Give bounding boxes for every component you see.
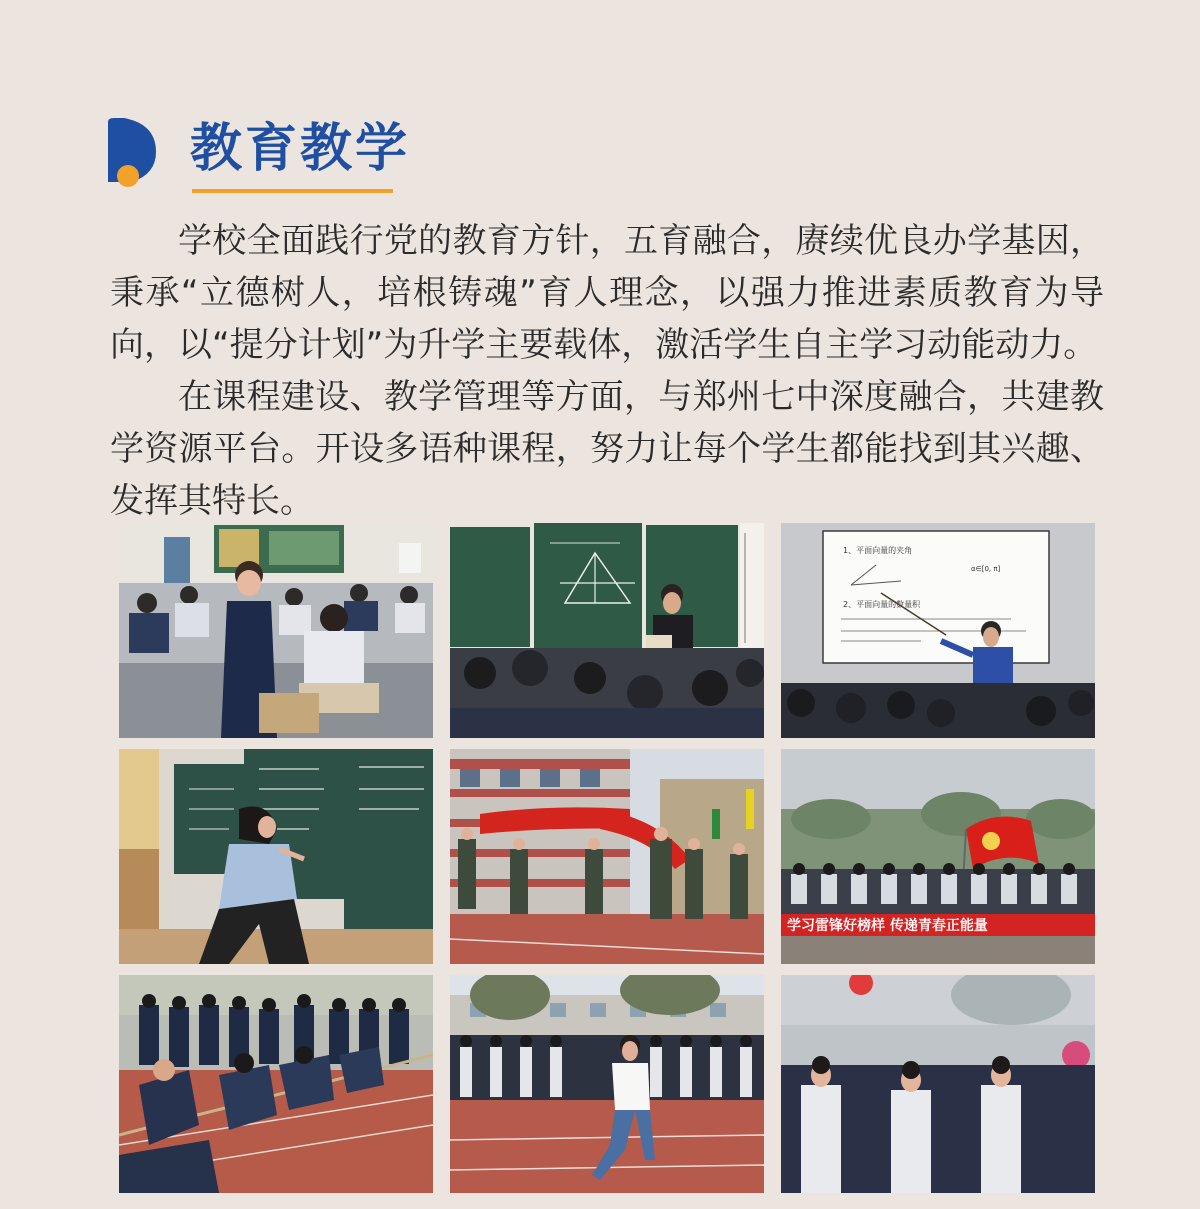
screen-range: α∈[0, π] <box>971 565 1001 573</box>
screen-heading-2: 2、平面向量的数量积 <box>843 600 921 609</box>
paragraph-2: 在课程建设、教学管理等方面，与郑州七中深度融合，共建教学资源平台。开设多语种课程，努力让每个学生都能找到其兴趣、发挥其特长。 <box>110 377 1104 521</box>
photo-league-banner <box>781 749 1095 964</box>
title-underline <box>192 189 393 193</box>
section-logo-icon <box>106 118 162 190</box>
photo-math-blackboard <box>450 523 764 738</box>
photo-student-board <box>119 749 433 964</box>
intro-text <box>110 215 1104 527</box>
photo-gallery <box>119 523 1095 1193</box>
banner-text: 学习雷锋好榜样 传递青春正能量 <box>787 918 988 934</box>
photo-flag-guard <box>450 749 764 964</box>
photo-classroom-teacher <box>119 523 433 738</box>
screen-heading-1: 1、平面向量的夹角 <box>843 546 913 555</box>
photo-balloon-celebration <box>781 975 1095 1193</box>
photo-running-race <box>450 975 764 1193</box>
section-title: 教育教学 <box>190 119 411 179</box>
paragraph-1: 学校全面践行党的教育方针，五育融合，赓续优良办学基因，秉承“立德树人，培根铸魂”育人理念，以强力推进素质教育为导向，以“提分计划”为升学主要载体，激活学生自主学习动能动力。 <box>110 221 1104 365</box>
photo-projector-lecture <box>781 523 1095 738</box>
photo-tug-of-war <box>119 975 433 1193</box>
